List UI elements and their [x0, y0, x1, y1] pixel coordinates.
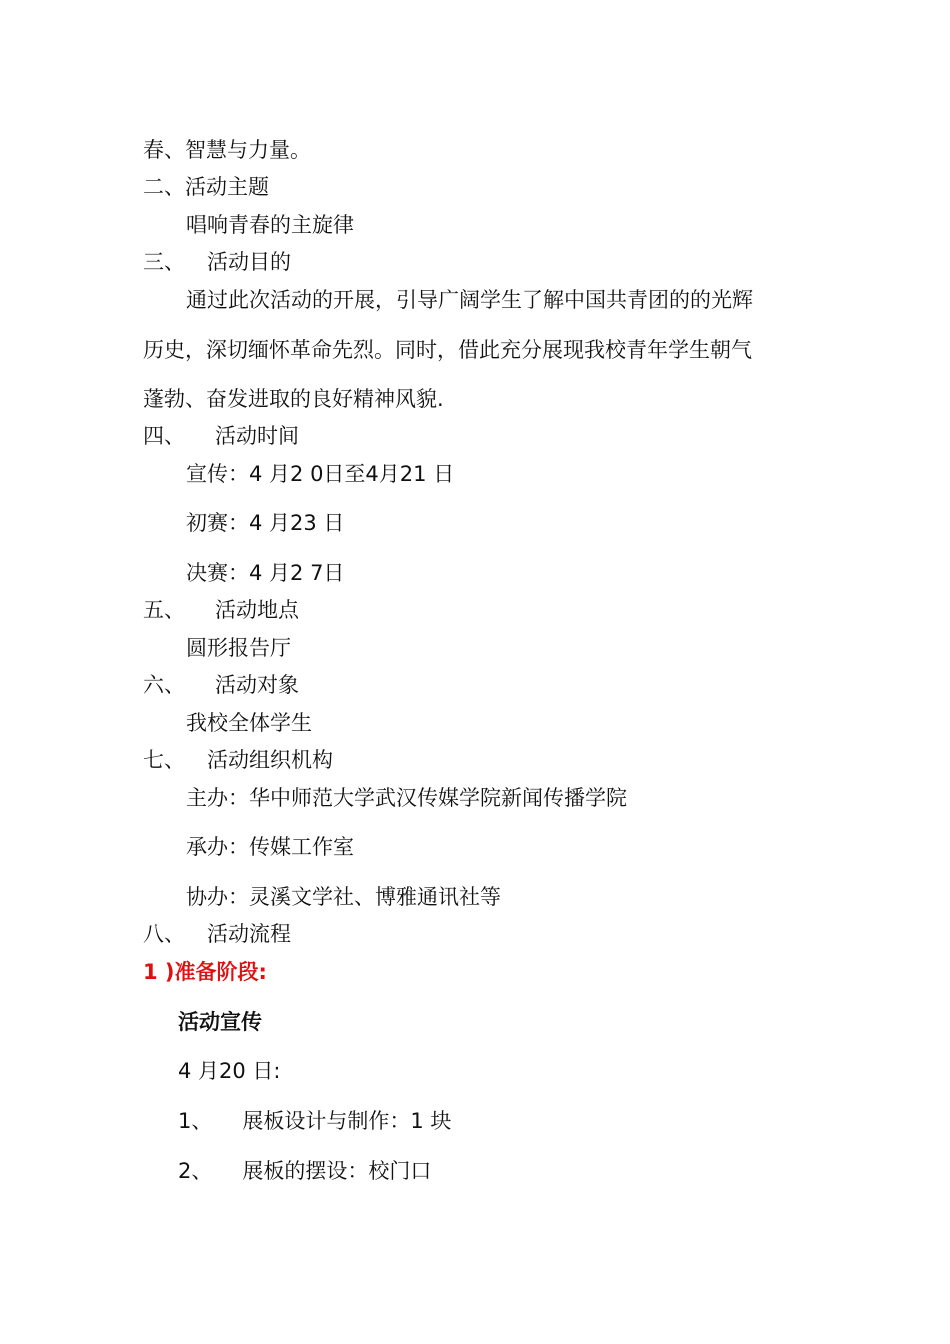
theme-text: 唱响青春的主旋律 [186, 213, 354, 237]
organizer-item: 协办：灵溪文学社、博雅通讯社等 [186, 885, 501, 909]
section-title: 活动组织机构 [207, 748, 333, 772]
promo-date: 4 月20 日: [178, 1059, 281, 1083]
intro-tail-line: 春、智慧与力量。 [143, 138, 311, 162]
promo-item-text: 展板设计与制作：1 块 [242, 1109, 452, 1133]
section-heading-audience [143, 671, 299, 699]
purpose-line: 历史，深切缅怀革命先烈。同时，借此充分展现我校青年学生朝气 [143, 338, 752, 362]
promo-item-number: 1、 [178, 1109, 213, 1133]
organizer-item: 承办：传媒工作室 [186, 835, 354, 859]
section-heading-organizers [143, 746, 333, 774]
section-number: 三、 [143, 250, 185, 274]
section-title: 活动主题 [185, 175, 269, 199]
section-number: 八、 [143, 922, 185, 946]
section-heading-location [143, 596, 299, 624]
section-number: 五、 [143, 598, 185, 622]
section-heading-theme [143, 173, 269, 201]
section-heading-process [143, 920, 291, 948]
section-number: 二、 [143, 175, 185, 199]
time-item: 决赛：4 月2 7日 [186, 561, 345, 585]
section-heading-purpose [143, 248, 291, 276]
promo-item-number: 2、 [178, 1159, 213, 1183]
promo-item-text: 展板的摆设：校门口 [242, 1159, 432, 1183]
purpose-line: 蓬勃、奋发进取的良好精神风貌. [143, 387, 444, 411]
section-title: 活动地点 [215, 598, 299, 622]
section-heading-time [143, 422, 299, 450]
promo-item [178, 1107, 451, 1135]
section-number: 四、 [143, 424, 185, 448]
stage-heading: 1 )准备阶段: [143, 960, 267, 984]
section-number: 七、 [143, 748, 185, 772]
section-title: 活动流程 [207, 922, 291, 946]
promo-item [178, 1157, 431, 1185]
section-title: 活动对象 [215, 673, 299, 697]
time-item: 宣传：4 月2 0日至4月21 日 [186, 462, 455, 486]
location-text: 圆形报告厅 [186, 636, 291, 660]
section-title: 活动时间 [215, 424, 299, 448]
section-title: 活动目的 [207, 250, 291, 274]
section-number: 六、 [143, 673, 185, 697]
purpose-line: 通过此次活动的开展，引导广阔学生了解中国共青团的的光辉 [186, 288, 753, 312]
time-item: 初赛：4 月23 日 [186, 511, 345, 535]
audience-text: 我校全体学生 [186, 711, 312, 735]
promo-heading: 活动宣传 [178, 1010, 262, 1034]
organizer-item: 主办：华中师范大学武汉传媒学院新闻传播学院 [186, 786, 627, 810]
